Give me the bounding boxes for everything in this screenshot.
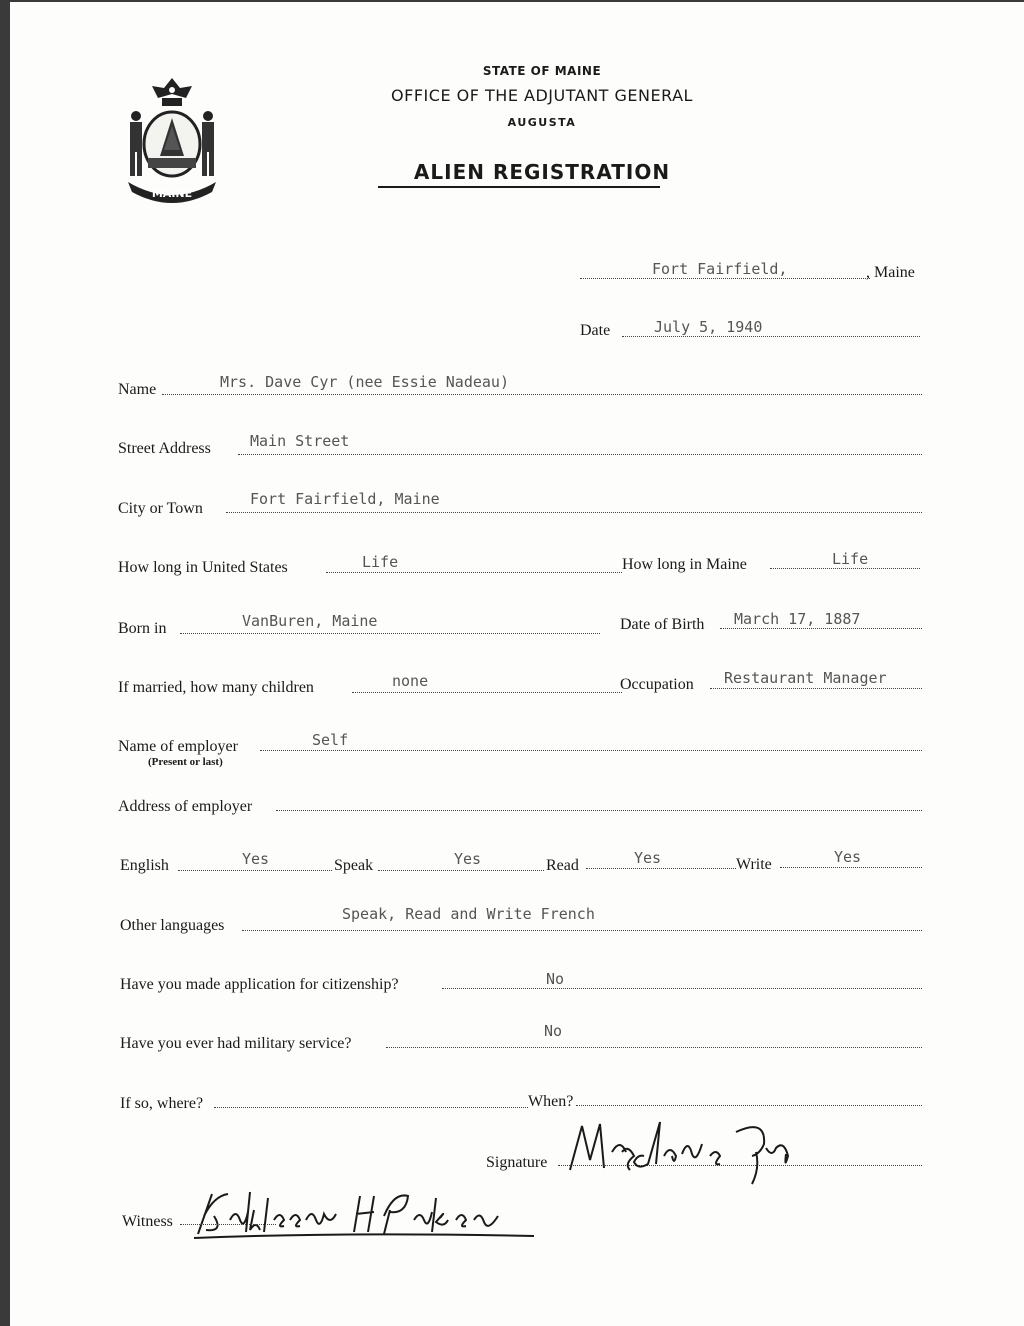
employer-address-label: Address of employer bbox=[118, 798, 253, 815]
speak-value[interactable]: Yes bbox=[454, 850, 482, 868]
location-value[interactable]: Fort Fairfield, bbox=[652, 260, 788, 278]
other-languages-label: Other languages bbox=[120, 917, 225, 934]
read-line bbox=[586, 868, 736, 869]
witness-label: Witness bbox=[122, 1213, 173, 1230]
header-office: OFFICE OF THE ADJUTANT GENERAL bbox=[391, 86, 693, 105]
dob-value[interactable]: March 17, 1887 bbox=[734, 610, 861, 628]
speak-label: Speak bbox=[334, 857, 374, 874]
occupation-label: Occupation bbox=[620, 676, 694, 693]
military-line bbox=[386, 1047, 922, 1048]
seal-text: MAINE bbox=[151, 187, 193, 200]
english-line bbox=[178, 870, 332, 871]
write-value[interactable]: Yes bbox=[834, 848, 862, 866]
title-underline bbox=[378, 186, 660, 188]
street-label: Street Address bbox=[118, 440, 211, 457]
born-label: Born in bbox=[118, 620, 167, 637]
city-value[interactable]: Fort Fairfield, Maine bbox=[250, 490, 440, 508]
other-languages-line bbox=[242, 930, 922, 931]
name-line bbox=[162, 394, 922, 395]
us-time-line bbox=[326, 572, 622, 573]
maine-time-value[interactable]: Life bbox=[832, 550, 869, 568]
military-value[interactable]: No bbox=[544, 1022, 563, 1040]
maine-time-label: How long in Maine bbox=[622, 556, 747, 573]
street-line bbox=[238, 454, 922, 455]
name-value[interactable]: Mrs. Dave Cyr (nee Essie Nadeau) bbox=[220, 373, 509, 391]
city-label: City or Town bbox=[118, 500, 203, 517]
occupation-value[interactable]: Restaurant Manager bbox=[724, 669, 887, 687]
speak-line bbox=[378, 870, 544, 871]
employer-sublabel: (Present or last) bbox=[148, 756, 223, 768]
military-label: Have you ever had military service? bbox=[120, 1035, 352, 1052]
location-suffix: , Maine bbox=[866, 264, 915, 281]
when-label: When? bbox=[528, 1093, 574, 1110]
citizenship-value[interactable]: No bbox=[546, 970, 565, 988]
write-label: Write bbox=[736, 856, 772, 873]
us-time-label: How long in United States bbox=[118, 559, 288, 576]
witness-line bbox=[180, 1224, 276, 1225]
date-label: Date bbox=[580, 322, 611, 339]
where-label: If so, where? bbox=[120, 1095, 204, 1112]
witness-handwriting bbox=[184, 1180, 544, 1250]
city-line bbox=[226, 512, 922, 513]
location-line bbox=[580, 278, 870, 279]
maine-time-line bbox=[770, 568, 920, 569]
header-city: AUGUSTA bbox=[507, 116, 577, 129]
where-line[interactable] bbox=[214, 1107, 528, 1108]
employer-label: Name of employer bbox=[118, 738, 238, 755]
signature-label: Signature bbox=[486, 1154, 548, 1171]
when-line[interactable] bbox=[576, 1105, 922, 1106]
date-line bbox=[622, 336, 920, 337]
occupation-line bbox=[710, 688, 922, 689]
children-label: If married, how many children bbox=[118, 679, 314, 696]
read-value[interactable]: Yes bbox=[634, 849, 662, 867]
name-label: Name bbox=[118, 381, 157, 398]
employer-value[interactable]: Self bbox=[312, 731, 349, 749]
write-line bbox=[780, 867, 922, 868]
citizenship-line bbox=[442, 988, 922, 989]
children-value[interactable]: none bbox=[392, 672, 429, 690]
born-value[interactable]: VanBuren, Maine bbox=[242, 612, 378, 630]
citizenship-label: Have you made application for citizenship? bbox=[120, 976, 399, 993]
employer-line bbox=[260, 750, 922, 751]
english-label: English bbox=[120, 857, 169, 874]
street-value[interactable]: Main Street bbox=[250, 432, 350, 450]
header-state: STATE OF MAINE bbox=[482, 64, 602, 78]
read-label: Read bbox=[546, 857, 579, 874]
form-title: ALIEN REGISTRATION bbox=[413, 160, 671, 184]
us-time-value[interactable]: Life bbox=[362, 553, 399, 571]
date-value[interactable]: July 5, 1940 bbox=[654, 318, 763, 336]
dob-label: Date of Birth bbox=[620, 616, 705, 633]
english-value[interactable]: Yes bbox=[242, 850, 270, 868]
employer-address-line[interactable] bbox=[276, 810, 922, 811]
children-line bbox=[352, 692, 622, 693]
signature-handwriting bbox=[560, 1112, 860, 1192]
other-languages-value[interactable]: Speak, Read and Write French bbox=[342, 905, 595, 923]
born-line bbox=[180, 633, 600, 634]
dob-line bbox=[720, 628, 922, 629]
